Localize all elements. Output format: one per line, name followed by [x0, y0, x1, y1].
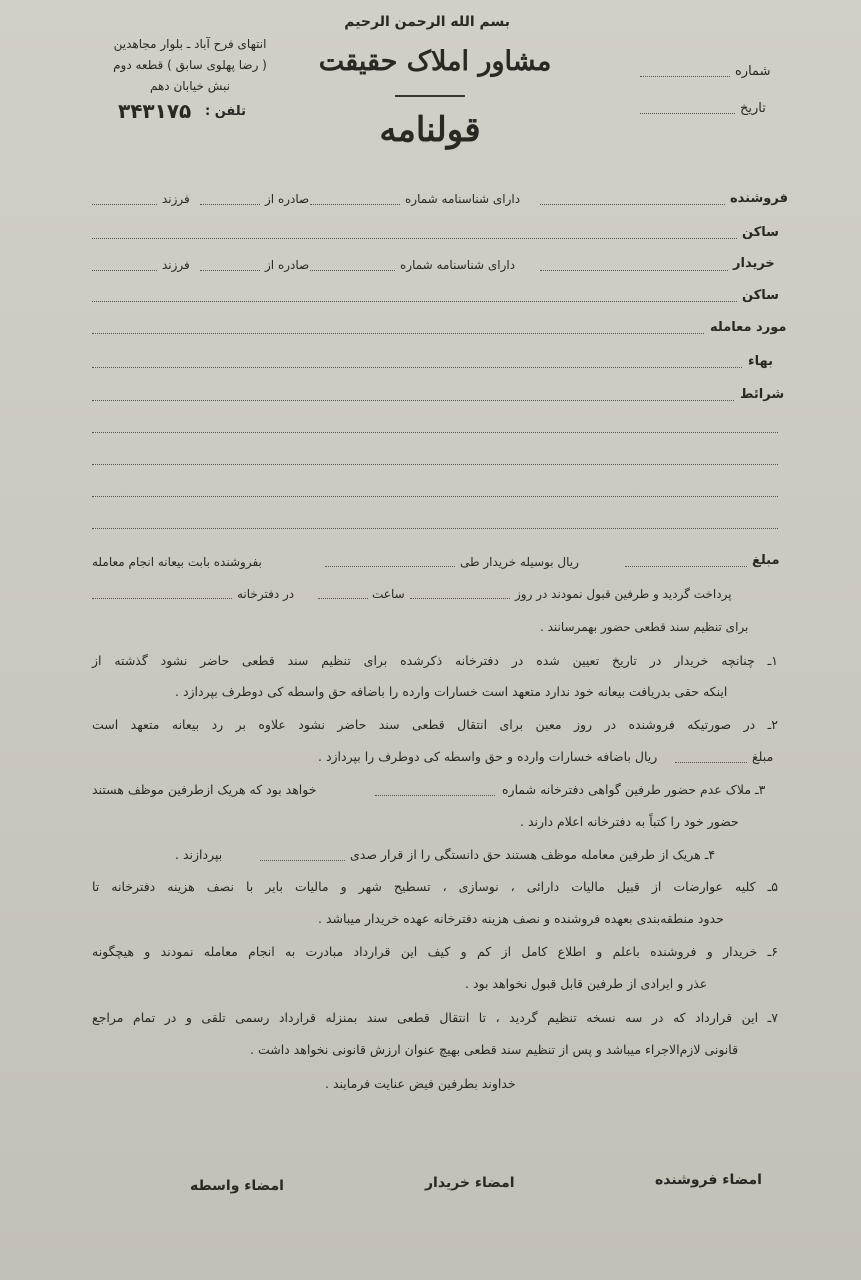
term-1-line-2: اینکه حقی بدریافت بیعانه خود ندارد متعهد است خسارات وارده را باضافه حق واسطه کی دوطرف بپردازد . [175, 684, 728, 699]
buyer-label: خریدار [733, 256, 775, 271]
conditions-line-5[interactable] [92, 528, 778, 529]
title-divider [395, 95, 465, 97]
term-7-line-2: قانونی لازم‌الاجراء میباشد و پس از تنظیم سند قطعی بهیچ عنوان ارزش قانونی نخواهد داشت . [250, 1042, 739, 1057]
buyer-issued-field[interactable] [200, 270, 260, 271]
address-line-3: نبش خیابان دهم [149, 79, 231, 93]
notary-number-field[interactable] [375, 795, 495, 796]
phone-label: تلفن : [205, 104, 246, 119]
payment-text-3: پرداخت گردید و طرفین قبول نمودند در روز [515, 587, 732, 601]
seller-signature-label: امضاء فروشنده [655, 1172, 762, 1188]
office-field[interactable] [92, 598, 232, 599]
term-2-line-2: ریال باضافه خسارات وارده و حق واسطه کی دوطرف را بپردازد . [318, 749, 658, 764]
address-line-2: ( رضا پهلوی سابق ) قطعه دوم [113, 58, 267, 72]
buyer-name-field[interactable] [540, 270, 728, 271]
closing-prayer: خداوند بطرفین فیض عنایت فرمایند . [325, 1076, 516, 1091]
subject-label: مورد معامله [710, 320, 787, 335]
buyer-residence-field[interactable] [92, 301, 737, 302]
hour-label: ساعت [372, 587, 405, 601]
number-label: شماره [735, 64, 771, 79]
seller-id-field[interactable] [310, 204, 400, 205]
term-2-line-1: ۲ـ در صورتیکه فروشنده در روز معین برای انتقال قطعی سند حاضر نشود علاوه بر رد بیعانه متعهد است [92, 717, 778, 732]
payment-method-field[interactable] [325, 566, 455, 567]
buyer-id-label: دارای شناسنامه شماره [400, 258, 516, 272]
seller-father-field[interactable] [92, 204, 157, 205]
office-label: در دفترخانه [237, 587, 295, 601]
seller-label: فروشنده [730, 191, 788, 206]
document-title: قولنامه [379, 110, 481, 150]
payment-text-4: برای تنظیم سند قطعی حضور بهمرسانند . [540, 620, 749, 634]
seller-residence-field[interactable] [92, 238, 737, 239]
buyer-residence-label: ساکن [742, 288, 779, 303]
conditions-label: شرائط [740, 387, 785, 402]
seller-issued-field[interactable] [200, 204, 260, 205]
term-5-line-1: ۵ـ کلیه عوارضات از قبیل مالیات دارائی ، نوسازی ، تسطیح شهر و مالیات بایر با نصف هزینه دفترخانه تا [92, 879, 778, 894]
term-5-line-2: حدود منطقه‌بندی بعهده فروشنده و نصف هزینه دفترخانه عهده خریدار میباشد . [318, 911, 724, 926]
conditions-line-2[interactable] [92, 432, 778, 433]
term-4-end: بپردازند . [175, 847, 223, 862]
seller-residence-label: ساکن [742, 225, 779, 240]
date-label: تاریخ [740, 101, 766, 116]
seller-id-label: دارای شناسنامه شماره [405, 192, 521, 206]
term-3-line-1b: خواهد بود که هریک ازطرفین موظف هستند [92, 782, 317, 797]
address-line-1: انتهای فرح آباد ـ بلوار مجاهدین [113, 37, 267, 51]
amount-field[interactable] [625, 566, 747, 567]
buyer-father-label: فرزند [162, 258, 190, 272]
term-7-line-1: ۷ـ این قرارداد که در سه نسخه تنظیم گردید ، تا انتقال قطعی سند بمنزله قرارداد رسمی تلقی و در تمام مراجع [92, 1010, 778, 1025]
term-6-line-1: ۶ـ خریدار و فروشنده باعلم و اطلاع کامل از کم و کیف این قرارداد مبادرت به انجام معامله نمودند و هیچگونه [92, 944, 778, 959]
term-1-line-1: ۱ـ چنانچه خریدار در تاریخ تعیین شده در دفترخانه ذکرشده برای تنظیم سند قطعی حاضر نشود گذشته از [92, 653, 778, 668]
day-field[interactable] [410, 598, 510, 599]
payment-text-1: ریال بوسیله خریدار طی [460, 555, 579, 569]
seller-name-field[interactable] [540, 204, 725, 205]
price-field[interactable] [92, 367, 742, 368]
amount-label: مبلغ [752, 553, 780, 568]
term-2-amount-label: مبلغ [752, 749, 774, 764]
term-3-line-1a: ۳ـ ملاک عدم حضور طرفین گواهی دفترخانه شماره [502, 782, 766, 797]
price-label: بهاء [748, 354, 773, 369]
date-field[interactable] [640, 113, 735, 114]
seller-issued-label: صادره از [265, 192, 310, 206]
bismillah: بسم الله الرحمن الرحیم [344, 14, 510, 30]
firm-name: مشاور املاک حقیقت [318, 46, 552, 77]
hour-field[interactable] [318, 598, 368, 599]
subject-field[interactable] [92, 333, 704, 334]
number-field[interactable] [640, 76, 730, 77]
payment-text-2: بفروشنده بابت بیعانه انجام معامله [92, 555, 262, 569]
conditions-line-4[interactable] [92, 496, 778, 497]
term-2-amount-field[interactable] [675, 762, 747, 763]
buyer-father-field[interactable] [92, 270, 157, 271]
buyer-issued-label: صادره از [265, 258, 310, 272]
broker-signature-label: امضاء واسطه [190, 1178, 284, 1194]
commission-percent-field[interactable] [260, 860, 345, 861]
term-6-line-2: عذر و ایرادی از طرفین قابل قبول نخواهد بود . [465, 976, 708, 991]
buyer-signature-label: امضاء خریدار [425, 1175, 515, 1191]
term-3-line-2: حضور خود را کتباً به دفترخانه اعلام دارند . [520, 814, 739, 829]
conditions-line-3[interactable] [92, 464, 778, 465]
conditions-line-1[interactable] [92, 400, 734, 401]
seller-father-label: فرزند [162, 192, 190, 206]
buyer-id-field[interactable] [310, 270, 395, 271]
term-4-text: ۴ـ هریک از طرفین معامله موظف هستند حق دانستگی را از قرار صدی [350, 847, 716, 862]
phone-number: ۳۴۳۱۷۵ [118, 99, 192, 123]
